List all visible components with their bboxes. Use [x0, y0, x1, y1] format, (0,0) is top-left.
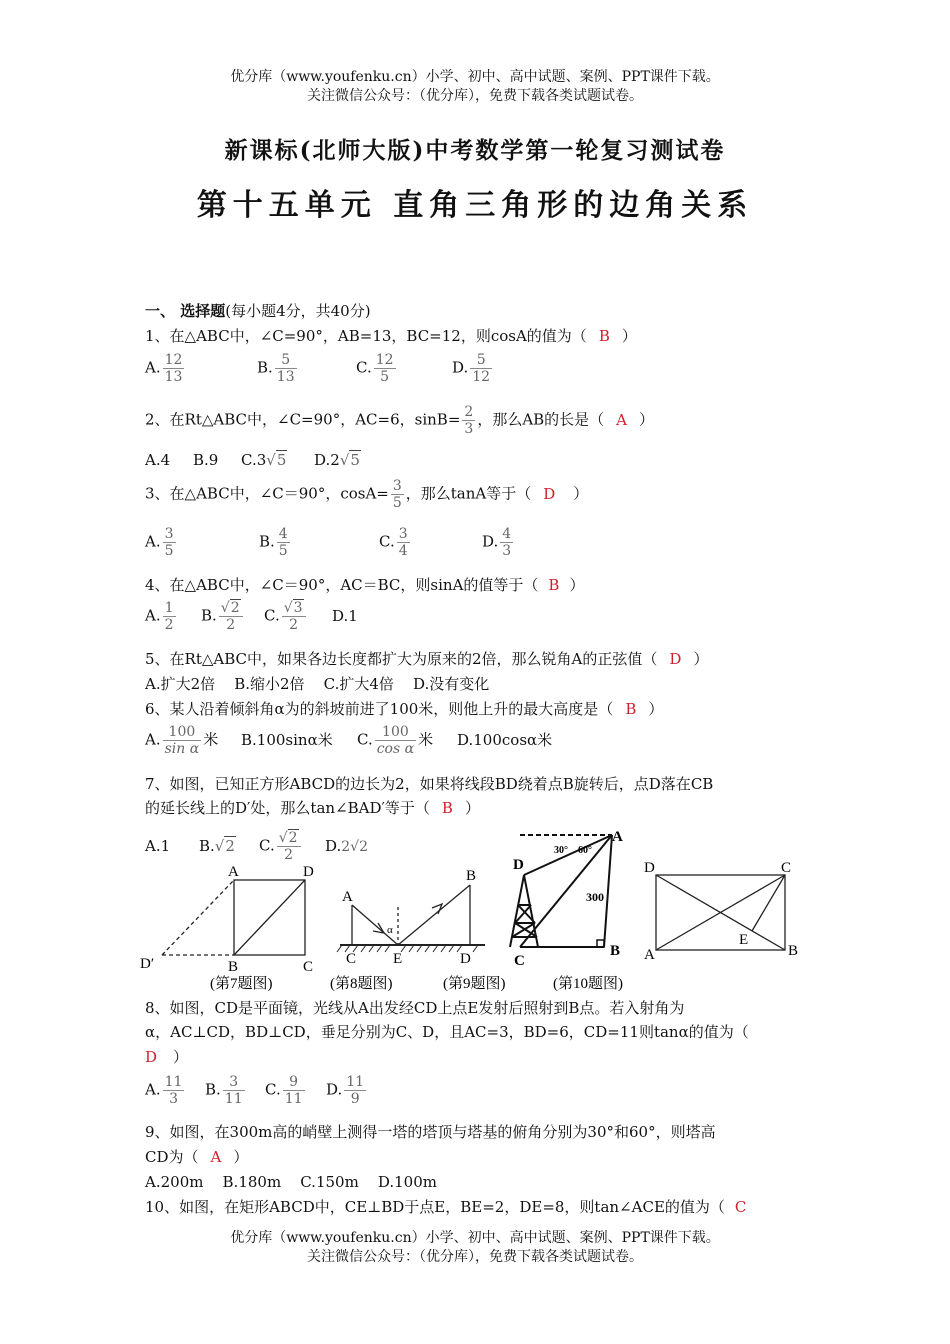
- q4-text: 4、在△ABC中，∠C＝90°，AC＝BC，则sinA的值等于（: [145, 576, 539, 594]
- page-title: 第十五单元 直角三角形的边角关系: [196, 188, 754, 223]
- q10-text: 10、如图，在矩形ABCD中，CE⊥BD于点E，BE=2，DE=8，则tan∠ACE的值为（: [145, 1198, 725, 1216]
- fig8-label-e: E: [393, 951, 403, 967]
- q5-options: A.扩大2倍 B.缩小2倍 C.扩大4倍 D.没有变化: [145, 675, 490, 693]
- fig7-label-b: B: [228, 959, 239, 975]
- q9-close: ）: [233, 1148, 249, 1166]
- q3-answer: D: [543, 484, 556, 503]
- q8-option-a: A. $\frac{11}{3}$: [145, 1074, 183, 1107]
- q4-option-a: A. $\frac{1}{2}$: [145, 600, 174, 633]
- q5-text: 5、在Rt△ABC中，如果各边长度都扩大为原来的2倍，那么锐角A的正弦值（: [145, 650, 658, 668]
- subtitle: 新课标(北师大版)中考数学第一轮复习测试卷: [224, 137, 726, 164]
- q5-stem: [145, 648, 708, 670]
- fig9-height: 300: [586, 890, 604, 904]
- fig7-label-c: C: [303, 959, 314, 975]
- fig9-label-a: A: [612, 829, 623, 845]
- q4-stem: [145, 574, 584, 596]
- q2-text: 2、在Rt△ABC中，∠C=90°，AC=6，sinB=: [145, 410, 461, 429]
- q1-option-b: B. $\frac{5}{13}$: [257, 352, 295, 385]
- caption-fig8: (第8题图): [330, 976, 393, 992]
- q10-stem: [145, 1196, 746, 1218]
- q4-option-b: B. $\frac{√2}{2}$: [201, 600, 264, 633]
- fig9-angle-60: 60°: [578, 845, 592, 856]
- q3-text2: ，那么tanA等于（: [405, 484, 532, 503]
- q3-fraction: $\frac{3}{5}$: [392, 478, 402, 511]
- q7-answer: B: [441, 799, 453, 817]
- fig10-label-e: E: [739, 932, 749, 948]
- fig9-label-b: B: [610, 943, 621, 959]
- caption-fig7: (第7题图): [210, 976, 273, 992]
- fig7-label-d: D: [303, 864, 314, 880]
- q2-option-d: D.2√5: [314, 451, 360, 469]
- q8-stem-line1: 8、如图，CD是平面镜，光线从A出发经CD上点E发射后照射到B点。若入射角为: [145, 999, 685, 1017]
- figure-10: [656, 875, 785, 950]
- q7-option-c: C. $\frac{√2}{2}$: [259, 830, 325, 863]
- q6-options: [145, 724, 552, 757]
- q3-text: 3、在△ABC中，∠C＝90°，cosA=: [145, 484, 389, 503]
- caption-fig10: (第10题图): [553, 976, 623, 992]
- q7-option-b: B.√2: [199, 836, 235, 855]
- section-note: (每小题4分，共40分): [225, 302, 371, 320]
- q4-options: [145, 600, 358, 633]
- q3-option-a: A. $\frac{3}{5}$: [145, 526, 174, 559]
- q6-answer: B: [625, 700, 637, 718]
- q3-close: ）: [573, 484, 589, 503]
- q2-option-a: A.4: [145, 451, 171, 469]
- q6-option-a: A. $\frac{100}{\text{sin α}}$ 米: [145, 724, 219, 757]
- q6-text: 6、某人沿着倾斜角α为的斜坡前进了100米，则他上升的最大高度是（: [145, 700, 614, 718]
- q1-option-d: D. $\frac{5}{12}$: [452, 352, 491, 385]
- q7-stem-line1: 7、如图，已知正方形ABCD的边长为2，如果将线段BD绕着点B旋转后，点D落在CB: [145, 775, 714, 793]
- q8-close: ）: [173, 1048, 189, 1066]
- q7-option-a: A.1: [145, 836, 171, 855]
- footer-line2: 关注微信公众号：（优分库），免费下载各类试题试卷。: [307, 1249, 643, 1265]
- q5-answer: D: [669, 650, 682, 668]
- caption-fig9: (第9题图): [443, 976, 506, 992]
- q10-answer: C: [734, 1198, 747, 1216]
- q6-close: ）: [648, 700, 664, 718]
- q8-option-c: C. $\frac{9}{11}$: [265, 1074, 303, 1107]
- q5-close: ）: [693, 650, 709, 668]
- figures: [0, 825, 950, 995]
- fig8-label-d: D: [460, 951, 471, 967]
- q9-stem-line1: 9、如图，在300m高的峭壁上测得一塔的塔顶与塔基的俯角分别为30°和60°，则塔高: [145, 1123, 716, 1141]
- q3-option-c: C. $\frac{3}{4}$: [379, 526, 408, 559]
- q4-option-c: C. $\frac{√3}{2}$: [264, 600, 332, 633]
- q4-answer: B: [548, 576, 560, 594]
- q6-option-b: B.100sinα米: [241, 730, 333, 749]
- q9-answer: A: [210, 1148, 222, 1166]
- header-line1: 优分库（www.youfenku.cn）小学、初中、高中试题、案例、PPT课件下载。: [230, 69, 720, 85]
- q1-stem: [145, 325, 637, 347]
- q6-option-d: D.100cosα米: [457, 730, 553, 749]
- figure-8: [340, 885, 485, 945]
- q1-text: 1、在△ABC中，∠C=90°，AB=13，BC=12，则cosA的值为（: [145, 327, 587, 345]
- q4-option-d: D.1: [332, 606, 358, 625]
- q7-close: ）: [464, 799, 480, 817]
- q2-fraction: $\frac{2}{3}$: [464, 404, 474, 437]
- q7-text2: 的延长线上的D′处，那么tan∠BAD′等于（: [145, 799, 430, 817]
- fig9-angle-30: 30°: [554, 845, 568, 856]
- q1-close: ）: [621, 327, 637, 345]
- q1-options: [145, 352, 494, 385]
- q8-option-b: B. $\frac{3}{11}$: [205, 1074, 243, 1107]
- q2-text2: ，那么AB的长是（: [477, 410, 605, 429]
- fig8-label-c: C: [346, 951, 357, 967]
- q9-stem-line2: [145, 1146, 248, 1168]
- q3-option-b: B. $\frac{4}{5}$: [259, 526, 288, 559]
- q1-option-c: C. $\frac{12}{5}$: [356, 352, 394, 385]
- q3-stem: [145, 478, 588, 511]
- q8-stem-line2: α，AC⊥CD，BD⊥CD，垂足分别为C、D，且AC=3，BD=6，CD=11则tanα的值为（: [145, 1023, 749, 1041]
- fig9-label-d: D: [513, 857, 524, 873]
- q3-option-d: D. $\frac{4}{3}$: [482, 526, 512, 559]
- fig7-label-a: A: [228, 864, 239, 880]
- fig10-label-b: B: [788, 943, 799, 959]
- q7-option-d: D.2√2: [325, 836, 369, 855]
- fig10-label-c: C: [781, 860, 792, 876]
- q3-options: [145, 526, 515, 559]
- q6-option-c: C. $\frac{100}{\text{cos α}}$ 米: [357, 724, 434, 757]
- q8-stem-line3: [145, 1046, 188, 1068]
- q2-options: [145, 449, 361, 471]
- fig7-label-dprime: D′: [140, 956, 155, 972]
- q9-options: A.200m B.180m C.150m D.100m: [145, 1173, 437, 1191]
- fig9-label-c: C: [514, 953, 525, 969]
- q1-option-a: A. $\frac{12}{13}$: [145, 352, 183, 385]
- q6-stem: [145, 698, 663, 720]
- section-heading: [145, 300, 371, 322]
- q2-close: ）: [639, 410, 655, 429]
- q9-text2: CD为（: [145, 1148, 199, 1166]
- q7-stem-line2: [145, 797, 480, 819]
- q4-close: ）: [569, 576, 585, 594]
- q8-option-d: D. $\frac{11}{9}$: [326, 1074, 365, 1107]
- q8-options: [145, 1074, 368, 1107]
- footer-line1: 优分库（www.youfenku.cn）小学、初中、高中试题、案例、PPT课件下载。: [230, 1230, 720, 1246]
- fig8-label-a: A: [342, 889, 353, 905]
- section-label: 一、 选择题: [145, 302, 226, 320]
- figure-7: [162, 880, 305, 955]
- fig10-label-a: A: [644, 947, 655, 963]
- fig10-label-d: D: [644, 860, 655, 876]
- fig8-label-alpha: α: [387, 924, 393, 936]
- q1-answer: B: [598, 327, 610, 345]
- q2-option-b: B.9: [193, 451, 219, 469]
- q8-answer: D: [145, 1048, 158, 1066]
- header-line2: 关注微信公众号：（优分库），免费下载各类试题试卷。: [307, 88, 643, 104]
- q2-stem: [145, 404, 654, 437]
- q2-answer: A: [616, 410, 628, 429]
- fig8-label-b: B: [466, 868, 477, 884]
- q2-option-c: C.3√5: [241, 451, 287, 469]
